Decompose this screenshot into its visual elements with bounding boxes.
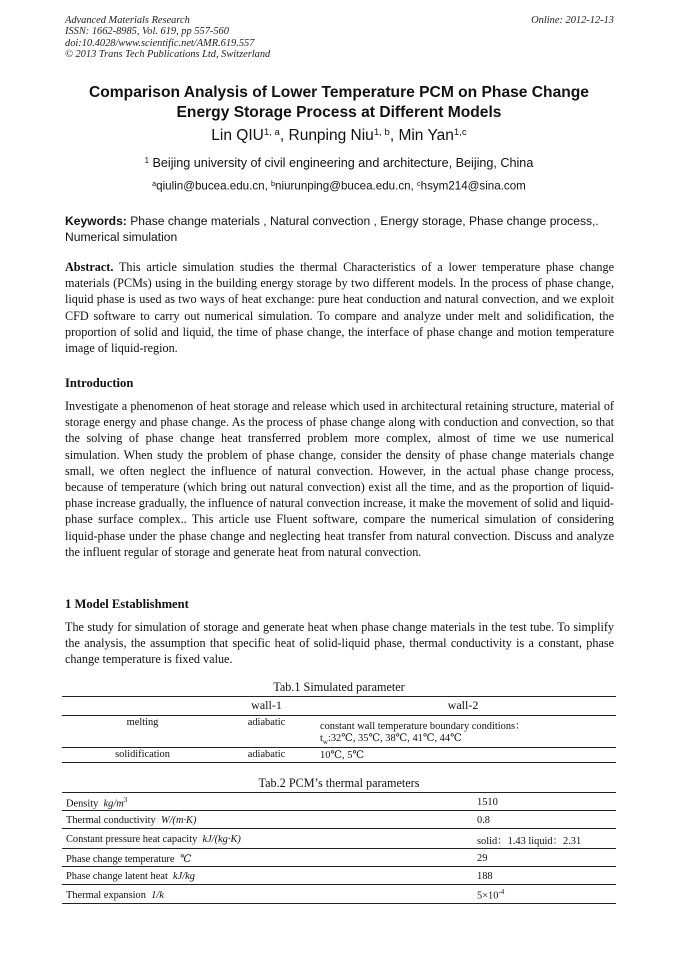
table-cell [62,793,473,811]
title-line-1: Comparison Analysis of Lower Temperature PCM on Phase Change [89,84,589,101]
table-header-cell: wall-1 [223,697,310,716]
online-date: Online: 2012-12-13 [531,15,614,26]
table-cell [62,811,473,829]
table-cell: 188 [473,867,616,885]
author-superscript: 1, b [373,127,390,139]
table-cell: 1510 [473,793,616,811]
affiliation-text: Beijing university of civil engineering and architecture, Beijing, China [152,156,534,170]
email-link[interactable]: hsym214@sina.com [420,179,526,193]
model-text: The study for simulation of storage and generate heat when phase change materials in the test tube. To simplify the analysis, the assumption that specific heat of solid-liquid phase, thermal conductivity is a constant, phase change temperature is fixed value. [65,620,614,667]
author-name: Lin QIU [211,127,264,144]
table-cell [62,885,473,903]
table2-caption: Tab.2 PCM’s thermal parameters [258,776,420,790]
parameter-name: Constant pressure heat capacity [66,834,198,846]
table-header-row [62,697,616,716]
email-link[interactable]: niurunping@bucea.edu.cn, [275,179,418,193]
wall2-melting-line1: constant wall temperature boundary conditions： [320,721,526,732]
author-separator: , [279,127,289,144]
table-cell [62,829,473,849]
table-cell: melting [62,716,223,748]
table-row [62,811,616,829]
table-cell: adiabatic [223,716,310,748]
keywords-label: Keywords: [65,214,127,228]
table-row [62,748,616,763]
author-separator: , [389,127,399,144]
author-superscript: 1, a [263,127,280,139]
table-cell [62,849,473,867]
doi-line: doi:10.4028/www.scientific.net/AMR.619.557 [65,37,255,49]
temperature-values: :32℃, 35℃, 38℃, 41℃, 44℃ [327,733,462,744]
table-cell: 10℃, 5℃ [320,750,365,762]
copyright-line: © 2013 Trans Tech Publications Ltd, Switzerland [65,48,271,60]
email-link[interactable]: qiulin@bucea.edu.cn, [156,179,272,193]
parameter-unit: kg/m [103,798,124,810]
introduction-heading: Introduction [65,376,134,390]
author-name: Min Yan [398,127,454,144]
parameter-unit: kJ/kg [173,871,195,883]
table-cell: 29 [473,849,616,867]
affiliation [40,156,638,170]
keywords-text: Phase change materials , Natural convection , Energy storage, Phase change process,. Numerical simulation [65,214,599,244]
parameter-name: Density [66,798,99,810]
simulated-parameter-table [62,696,616,763]
parameter-unit: 1/k [151,889,164,901]
table-row [62,829,616,849]
abstract-label: Abstract. [65,260,114,274]
email-list [40,179,638,193]
email-superscript: a [152,179,157,188]
parameter-name: Thermal expansion [66,889,146,901]
table-cell: solid：1.43 liquid：2.31 [473,829,616,849]
author-name: Runping Niu [288,127,374,144]
table-cell: adiabatic [247,749,286,761]
parameter-unit: ℃ [179,853,192,865]
parameter-name: Phase change temperature [66,853,175,865]
wall2-melting-line2 [320,732,614,746]
temperature-subscript: w [322,738,328,747]
journal-header [65,15,270,60]
table-cell: 0.8 [473,811,616,829]
issn-line: ISSN: 1662-8985, Vol. 619, pp 557-560 [65,26,229,38]
email-superscript: b [271,179,276,188]
affiliation-superscript: 1 [144,156,149,166]
table1-caption: Tab.1 Simulated parameter [273,680,405,694]
parameter-name: Thermal conductivity [66,815,156,827]
abstract-text: This article simulation studies the thermal Characteristics of a lower temperature phase change materials (PCMs) using in the building energy storage by two different models. In the process of phase change, liquid phase is used as two ways of heat exchange: pure heat conduction and natural convection, and we exploit CFD software to carry out numerical simulation. To compare and analyze under melt and solidification, the proportion of solid and liquid, the time of phase change, the interface of phase change and motion temperature image of liquid-region. [65,260,615,356]
value-superscript: -4 [498,888,505,897]
table-cell [473,885,616,903]
table-cell: solidification [115,749,170,761]
table-header-cell [62,697,223,716]
table-cell [310,716,616,748]
table-row [62,885,616,903]
introduction-text: Investigate a phenomenon of heat storage and release which used in architectural retaining structure, material of storage energy and phase change. As the process of phase change along with conduction and convection, so that the solving of phase change heat transferred problem more complex, almost of time we use numerical simulation. When study the problem of phase change, consider the density of phase change materials change small, we often neglect the influence of natural convection. However, in the actual phase change process, because of temperature (which bring out natural convection) exist all the time, and as the proportion of liquid-phase increase gradually, the influence of natural convection increase, it make the movement of solid and liquid-phase surface complex.. This article use Fluent software, compare the numerical simulation of considering liquid-phase under the phase change and neglecting heat transfer from natural convection. Discuss and analyze the influent regular of storage and generate heat from natural convection. [65,399,614,559]
journal-name: Advanced Materials Research [65,15,190,26]
author-superscript: 1,c [453,127,467,139]
author-list [40,127,638,145]
table-row [62,716,616,748]
parameter-value: 5×10 [477,890,499,902]
unit-superscript: 3 [123,796,128,804]
email-superscript: c [417,179,421,188]
thermal-parameters-table [62,792,616,904]
parameter-unit: W/(m·K) [160,815,197,827]
table-row [62,849,616,867]
title-line-2: Energy Storage Process at Different Models [176,104,502,121]
temperature-symbol: t [320,733,323,744]
keywords [65,213,617,245]
abstract [65,259,614,356]
table-header-cell: wall-2 [310,697,616,716]
table-cell [62,867,473,885]
table-row [62,867,616,885]
parameter-unit: kJ/(kg·K) [202,834,241,846]
paper-title [40,83,638,123]
table-row [62,793,616,811]
model-heading: 1 Model Establishment [65,597,189,611]
parameter-name: Phase change latent heat [66,871,168,883]
